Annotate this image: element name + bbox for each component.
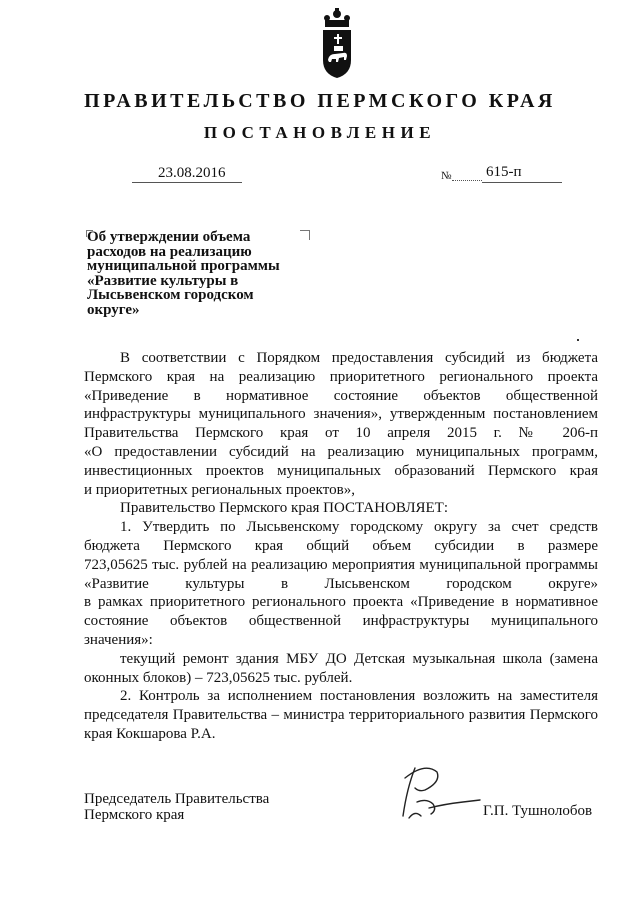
item2-line: края Кокшарова Р.А. — [84, 725, 216, 742]
number-underline — [482, 182, 562, 183]
document-date: 23.08.2016 — [158, 165, 226, 181]
body-line: «Приведение в нормативное состояние объектов общественной — [84, 387, 598, 404]
item1-sub-line: текущий ремонт здания МБУ ДО Детская музыкальная школа (замена — [120, 650, 598, 667]
signatory-position-line1: Председатель Правительства — [84, 791, 270, 807]
item1-line: состояние объектов общественной инфраструктуры муниципального — [84, 613, 598, 630]
item1-line: 1. Утвердить по Лысьвенскому городскому округу за счет средств — [120, 519, 598, 536]
coat-of-arms-emblem — [317, 8, 357, 86]
handwritten-signature — [385, 758, 485, 828]
scan-speck — [577, 339, 579, 341]
resolves-line: Правительство Пермского края ПОСТАНОВЛЯЕТ: — [120, 500, 449, 517]
body-line: и приоритетных региональных проектов», — [84, 481, 355, 498]
number-sign: № — [441, 170, 452, 182]
body-line: В соответствии с Порядком предоставления субсидий из бюджета — [120, 350, 598, 366]
signatory-position-line2: Пермского края — [84, 807, 185, 823]
body-line: «О предоставлении субсидий на реализацию муниципальных программ, — [84, 443, 598, 460]
item1-line: 723,05625 тыс. рублей на реализацию мероприятия муниципальной программы — [84, 556, 598, 573]
document-body — [84, 349, 598, 744]
item1-line: «Развитие культуры в Лысьвенском городском округе» — [84, 575, 598, 592]
document-number: 615-п — [486, 164, 522, 180]
body-line: инфраструктуры муниципального значения», утвержденным постановлением — [84, 406, 598, 423]
government-title: ПРАВИТЕЛЬСТВО ПЕРМСКОГО КРАЯ — [84, 90, 556, 112]
item1-line: бюджета Пермского края общий объем субсидии в размере — [84, 537, 598, 554]
date-underline — [132, 182, 242, 183]
number-dotted-line — [452, 172, 482, 181]
body-line: Пермского края на реализацию приоритетного регионального проекта — [84, 368, 598, 385]
body-line: Правительства Пермского края от 10 апреля 2015 г. № 206-п — [84, 425, 598, 442]
item1-line: в рамках приоритетного регионального проекта «Приведение в нормативное — [84, 594, 598, 611]
item1-line: значения»: — [84, 631, 153, 648]
item2-line: председателя Правительства – министра территориального развития Пермского — [84, 707, 598, 724]
body-line: инвестиционных проектов муниципальных образований Пермского края — [84, 462, 598, 479]
document-subject: Об утверждении объема расходов на реализацию муниципальной программы «Развитие культуры в Лысьвенском городском округе» — [87, 229, 280, 318]
item1-sub-line: оконных блоков) – 723,05625 тыс. рублей. — [84, 669, 353, 686]
item2-line: 2. Контроль за исполнением постановления возложить на заместителя — [120, 688, 598, 705]
signatory-position — [84, 791, 269, 823]
signatory-name: Г.П. Тушнолобов — [483, 803, 593, 819]
document-type: ПОСТАНОВЛЕНИЕ — [203, 123, 437, 142]
corner-mark-right — [300, 230, 310, 240]
